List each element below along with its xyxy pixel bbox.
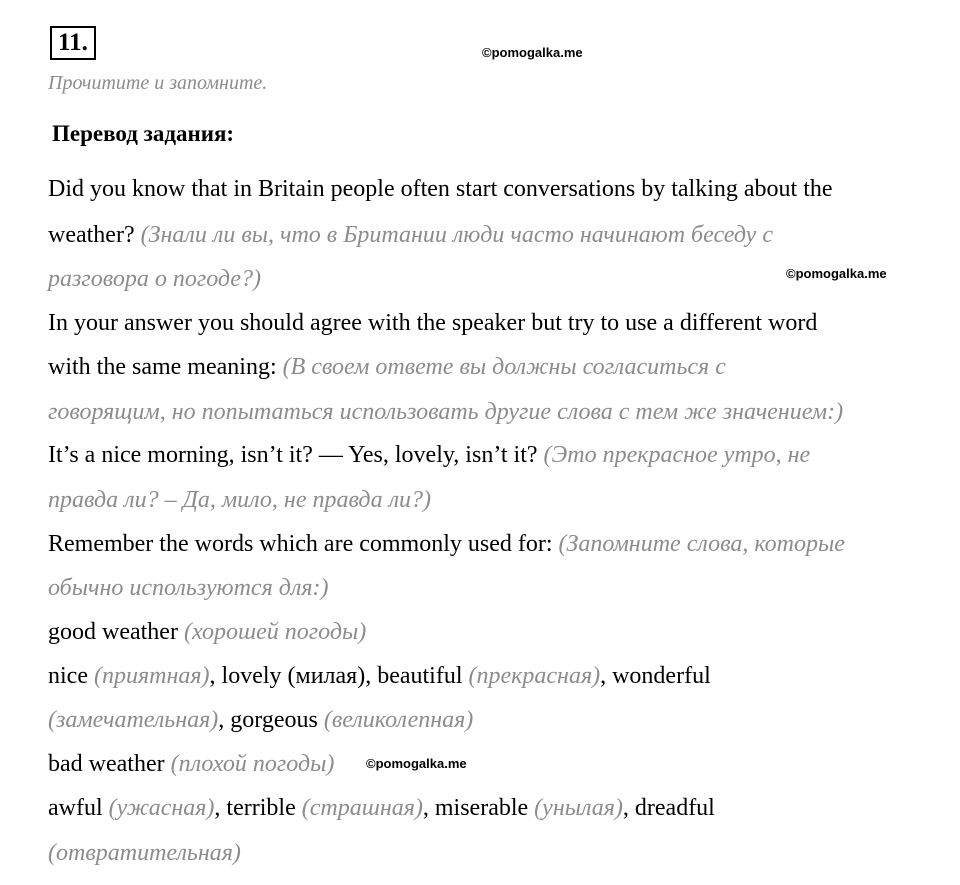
english-text: awful (48, 795, 109, 821)
english-text: It’s a nice morning, isn’t it? — Yes, lovely, isn’t it? (48, 442, 544, 468)
text-line (48, 661, 711, 691)
text-line (48, 838, 241, 868)
translation-text: обычно используются для:) (48, 575, 329, 601)
text-line (48, 485, 431, 515)
text-line (48, 440, 810, 470)
translation-text: (В своем ответе вы должны согласиться с (282, 354, 726, 380)
text-line (48, 352, 726, 382)
translation-text: (замечательная) (48, 707, 219, 733)
text-line (48, 529, 845, 559)
english-text: , lovely (милая), beautiful (209, 663, 469, 689)
english-text: nice (48, 663, 94, 689)
translation-text: (ужасная) (108, 795, 215, 821)
translation-text: разговора о погоде?) (48, 266, 261, 292)
english-text: weather? (48, 222, 141, 248)
english-text: good weather (48, 619, 184, 645)
english-text: In your answer you should agree with the speaker but try to use a different word (48, 310, 818, 336)
english-text: Did you know that in Britain people often start conversations by talking about the (48, 176, 833, 202)
english-text: , terrible (214, 795, 302, 821)
translation-text: говорящим, но попытаться использовать другие слова с тем же значением:) (48, 399, 844, 425)
translation-text: (Знали ли вы, что в Британии люди часто начинают беседу с (140, 222, 773, 248)
translation-text: (прекрасная) (468, 663, 601, 689)
translation-text: (отвратительная) (48, 840, 241, 866)
translation-heading: Перевод задания: (52, 121, 235, 146)
translation-text: (великолепная) (323, 707, 474, 733)
english-text: , dreadful (622, 795, 715, 821)
english-text: , wonderful (600, 663, 711, 689)
text-line (48, 705, 473, 735)
translation-text: (плохой погоды) (170, 751, 335, 777)
english-text: , miserable (422, 795, 535, 821)
text-line (48, 749, 334, 779)
text-line (48, 264, 261, 294)
watermark: ©pomogalka.me (482, 45, 583, 60)
instruction: Прочитите и запомните. (48, 72, 268, 94)
text-line (48, 793, 715, 823)
english-text: , gorgeous (218, 707, 324, 733)
translation-text: правда ли? – Да, мило, не правда ли?) (48, 487, 432, 513)
translation-text: (приятная) (93, 663, 210, 689)
text-line (48, 220, 773, 250)
english-text: bad weather (48, 751, 171, 777)
exercise-number: 11. (50, 26, 96, 60)
watermark: ©pomogalka.me (786, 266, 887, 281)
translation-text: (страшная) (301, 795, 423, 821)
watermark: ©pomogalka.me (366, 756, 467, 771)
translation-text: (хорошей погоды) (183, 619, 367, 645)
text-line (48, 397, 843, 427)
translation-text: (Это прекрасное утро, не (543, 442, 811, 468)
translation-text: (унылая) (534, 795, 623, 821)
text-line (48, 174, 833, 204)
text-line (48, 308, 817, 338)
translation-text: (Запомните слова, которые (558, 531, 845, 557)
text-line (48, 573, 328, 603)
text-line (48, 617, 366, 647)
english-text: Remember the words which are commonly used for: (48, 531, 559, 557)
english-text: with the same meaning: (48, 354, 283, 380)
